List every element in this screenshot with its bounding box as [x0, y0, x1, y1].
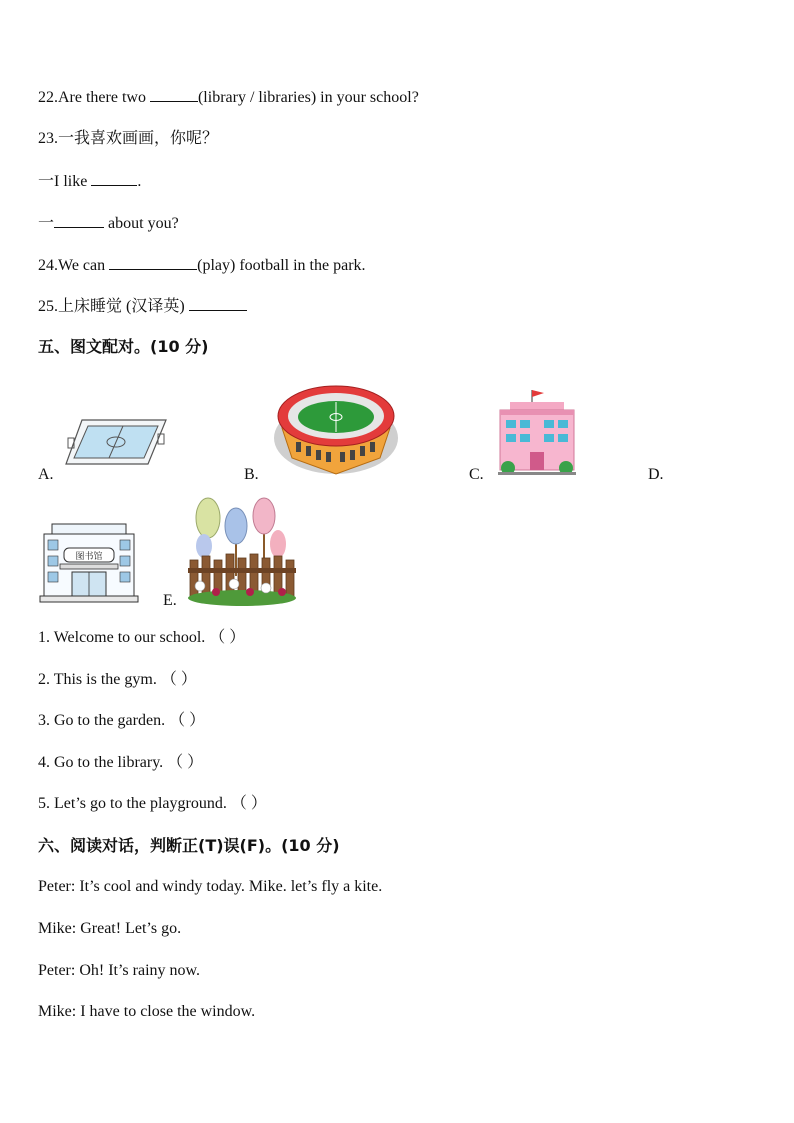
- library-building-icon: [38, 520, 140, 604]
- question-23-line1: [38, 171, 141, 192]
- question-23-line2-after: about you?: [104, 215, 179, 232]
- answer-blank[interactable]: [150, 87, 198, 102]
- stadium-icon: [270, 376, 402, 480]
- option-d-label: D.: [648, 466, 664, 483]
- answer-blank[interactable]: [54, 213, 104, 228]
- match-item: 4. Go to the library. （ ）: [38, 754, 204, 771]
- question-22: [38, 87, 419, 108]
- match-item: 1. Welcome to our school. （ ）: [38, 629, 246, 646]
- playground-court-icon: [62, 410, 170, 468]
- option-a-label: A.: [38, 466, 54, 483]
- question-25: [38, 296, 247, 317]
- match-item: 3. Go to the garden. （ ）: [38, 712, 206, 729]
- question-23-line2-before: 一: [38, 215, 55, 232]
- question-22-after: (library / libraries) in your school?: [197, 89, 419, 106]
- match-item: 5. Let’s go to the playground. （ ）: [38, 795, 267, 812]
- question-24-after: (play) football in the park.: [197, 257, 366, 274]
- question-22-before: 22.Are there two: [38, 89, 150, 106]
- section-6-heading: 六、阅读对话，判断正(T)误(F)。(10 分): [38, 836, 340, 855]
- match-item: 2. This is the gym. （ ）: [38, 671, 197, 688]
- option-c-label: C.: [469, 466, 484, 483]
- dialogue-line: Peter: It’s cool and windy today. Mike. let’s fly a kite.: [38, 878, 383, 895]
- question-23-line1-after: .: [137, 173, 142, 190]
- library-sign-text: 图书馆: [75, 552, 103, 562]
- question-24: [38, 255, 366, 276]
- question-23-line1-before: 一I like: [38, 173, 92, 190]
- section-5-heading: 五、图文配对。(10 分): [38, 337, 209, 356]
- question-24-before: 24.We can: [38, 257, 110, 274]
- school-building-icon: [496, 388, 578, 476]
- dialogue-line: Peter: Oh! It’s rainy now.: [38, 962, 201, 979]
- answer-blank[interactable]: [109, 255, 197, 270]
- garden-icon: [186, 496, 298, 606]
- dialogue-line: Mike: Great! Let’s go.: [38, 920, 182, 937]
- option-b-label: B.: [244, 466, 259, 483]
- option-e-label: E.: [163, 592, 177, 609]
- question-23-prompt: 23.一我喜欢画画，你呢？: [38, 130, 219, 147]
- question-25-before: 25.上床睡觉 (汉译英): [38, 298, 189, 315]
- dialogue-line: Mike: I have to close the window.: [38, 1003, 256, 1020]
- answer-blank[interactable]: [91, 171, 137, 186]
- answer-blank[interactable]: [189, 296, 247, 311]
- question-23-line2: [38, 213, 179, 234]
